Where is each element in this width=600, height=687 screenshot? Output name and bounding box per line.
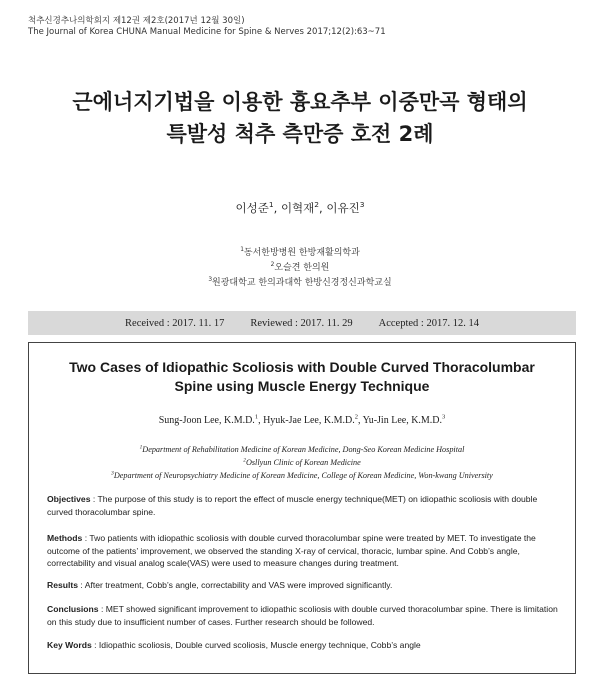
author-sup: 1 [268, 200, 274, 210]
affiliation-text: 동서한방병원 한방재활의학과 [243, 248, 360, 258]
accepted-date: Accepted : 2017. 12. 14 [378, 317, 479, 329]
author-name: 이유진 [326, 201, 360, 215]
author-sup: 3 [442, 413, 446, 421]
section-text: : Idiopathic scoliosis, Double curved scoliosis, Muscle energy technique, Cobb’s angle [91, 640, 421, 650]
affiliation-sup: 3 [111, 470, 114, 477]
author-sup: 2 [354, 413, 358, 421]
english-affiliation [29, 458, 575, 467]
affiliation-text: Osllyun Clinic of Korean Medicine [245, 458, 361, 467]
korean-title-line-1: 근에너지기법을 이용한 흉요추부 이중만곡 형태의 [72, 90, 528, 114]
english-authors: Sung-Joon Lee, K.M.D.$^1$, Hyuk-Jae Lee, K.M.D.$^2$, Yu-Jin Lee, K.M.D.$^3$ [158, 413, 446, 426]
affiliation-sup: 3 [208, 277, 213, 283]
english-title-line-1: Two Cases of Idiopathic Scoliosis with Double Curved Thoracolumbar [69, 359, 535, 375]
abstract-objectives [47, 493, 559, 518]
section-text: : The purpose of this study is to report the effect of muscle energy technique(MET) on idiopathic scoliosis with double curved thoracolumbar spine. [47, 494, 538, 517]
abstract-keywords [47, 639, 559, 652]
section-label: Methods [47, 533, 83, 543]
english-abstract-box [28, 342, 576, 674]
abstract-conclusions [47, 603, 559, 628]
korean-authors: 이성준$^1$, 이혁재$^2$, 이유진$^3$ [235, 200, 365, 215]
author-sup: 2 [314, 200, 320, 210]
author-name: Hyuk-Jae Lee, K.M.D. [263, 415, 355, 426]
section-text: : Two patients with idiopathic scoliosis with double curved thoracolumbar spine were treated by MET. To investigate the outcome of the patients’ improvement, we observed the standing X-ray of cervical, thoracic, lumbar spine. And Cobb’s angle, correctability and visual analog scale(VAS) were used to measure changes during treatment. [47, 533, 536, 568]
journal-header-english: The Journal of Korea CHUNA Manual Medicine for Spine & Nerves 2017;12(2):63~71 [28, 27, 386, 37]
korean-affiliation [0, 260, 600, 273]
affiliation-text: Department of Neuropsychiatry Medicine of Korean Medicine, College of Korean Medicine, Won-kwang University [113, 471, 493, 480]
journal-header-korean: 척추신경추나의학회지 제12권 제2호(2017년 12월 30일) [28, 16, 245, 26]
date-bar [28, 311, 576, 335]
author-name: Sung-Joon Lee, K.M.D. [158, 415, 255, 426]
received-date: Received : 2017. 11. 17 [125, 317, 225, 329]
section-label: Conclusions [47, 604, 99, 614]
abstract-results [47, 579, 559, 592]
author-name: 이혁재 [280, 201, 315, 215]
korean-title-line-2: 특발성 척추 측만증 호전 2례 [166, 122, 434, 146]
korean-affiliation [0, 275, 600, 288]
affiliation-sup: 1 [139, 444, 143, 451]
author-sup: 3 [359, 200, 365, 210]
english-title-line-2: Spine using Muscle Energy Technique [174, 378, 430, 394]
section-label: Results [47, 580, 79, 590]
korean-affiliation [0, 245, 600, 258]
author-name: Yu-Jin Lee, K.M.D. [362, 415, 443, 426]
section-text: : MET showed significant improvement to idiopathic scoliosis with double curved thoracolumbar spine. There is limitation on this study due to insufficient number of cases. Further research should be followed. [47, 604, 558, 627]
affiliation-text: 원광대학교 한의과대학 한방신경정신과학교실 [212, 278, 392, 288]
english-affiliation [29, 471, 575, 480]
affiliation-sup: 2 [270, 262, 275, 268]
english-affiliation [29, 445, 575, 454]
section-label: Objectives [47, 494, 91, 504]
affiliation-text: 오슬견 한의원 [274, 263, 330, 273]
section-label: Key Words [47, 640, 92, 650]
section-text: : After treatment, Cobb’s angle, correctability and VAS were improved significantly. [78, 580, 393, 590]
reviewed-date: Reviewed : 2017. 11. 29 [250, 317, 353, 329]
author-name: 이성준 [235, 201, 269, 215]
affiliation-text: Department of Rehabilitation Medicine of Korean Medicine, Dong-Seo Korean Medicine Hospital [142, 445, 465, 454]
abstract-methods [47, 532, 559, 570]
affiliation-sup: 1 [240, 247, 244, 253]
affiliation-sup: 2 [243, 457, 246, 464]
author-sup: 1 [254, 413, 259, 421]
